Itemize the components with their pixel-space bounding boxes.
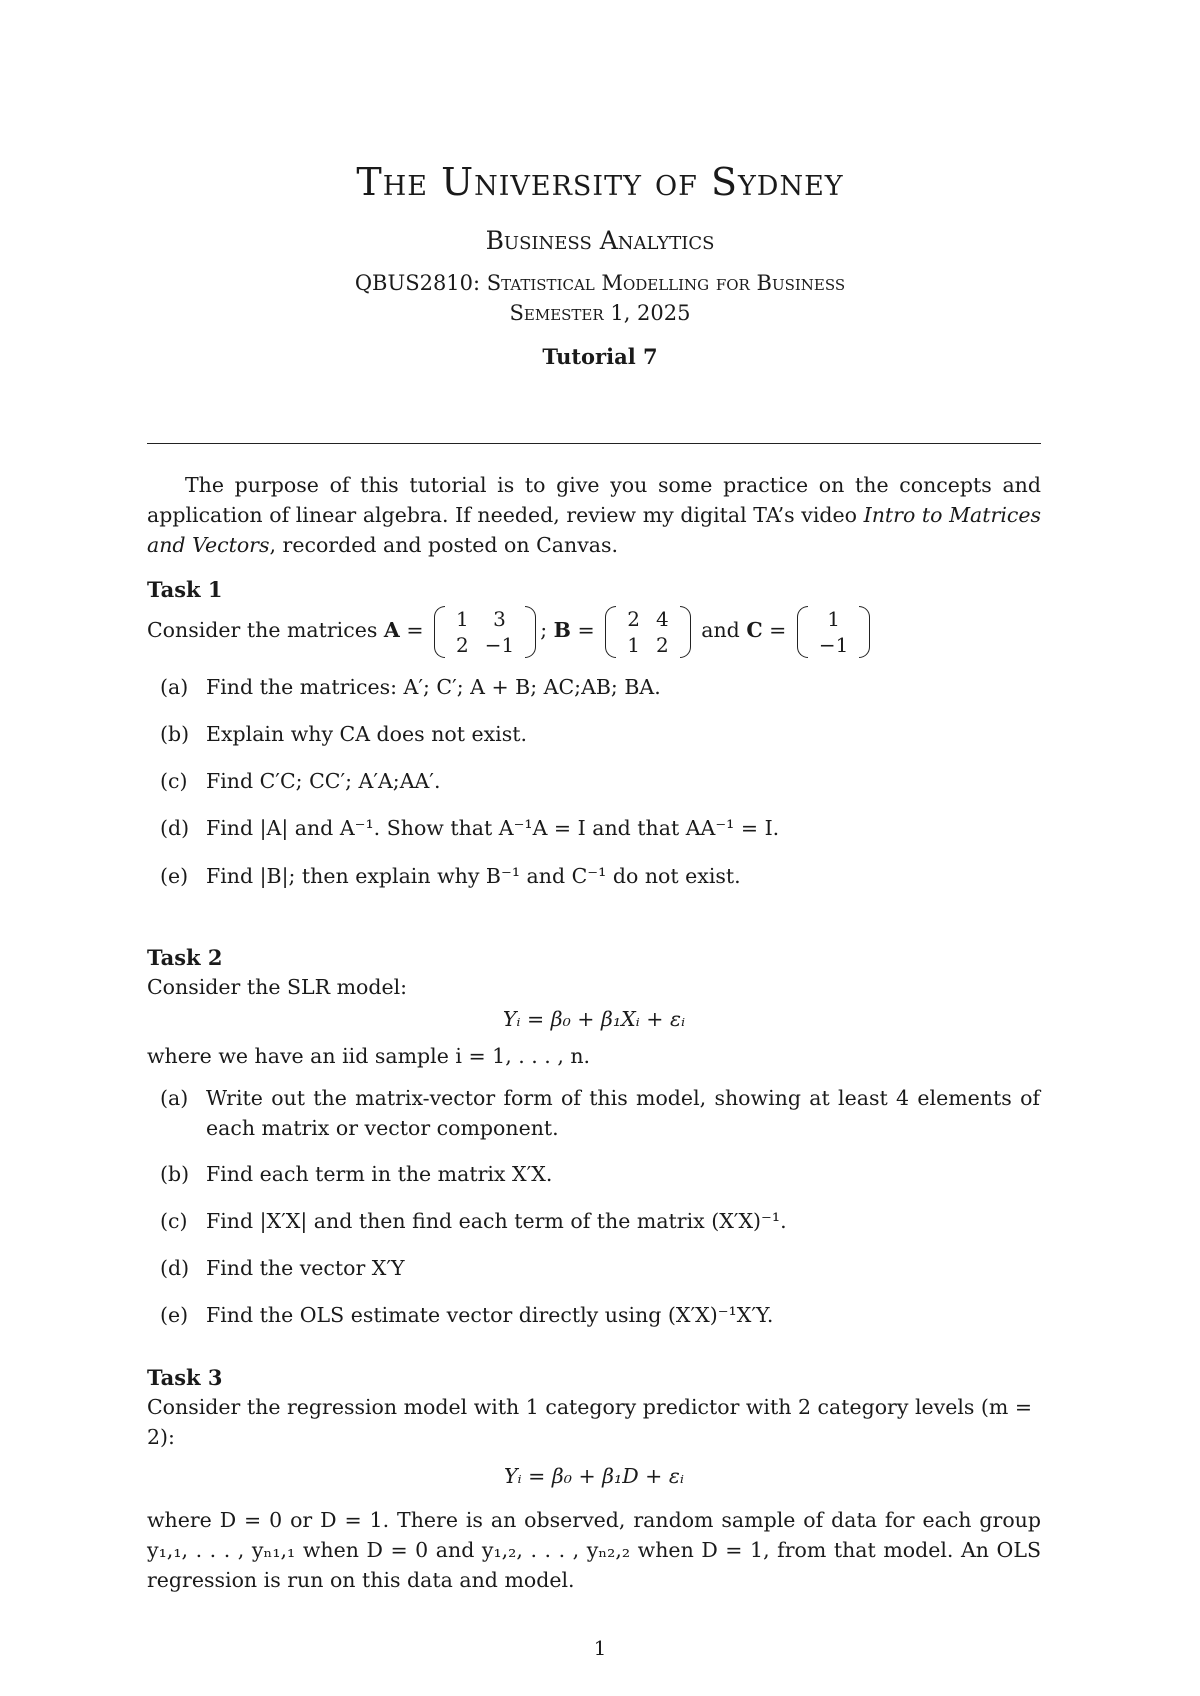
matrix-b-cell: 4 xyxy=(655,606,669,631)
list-item: (e) Find the OLS estimate vector directly using (X′X)⁻¹X′Y. xyxy=(160,1303,774,1327)
task3-lead: Consider the regression model with 1 category predictor with 2 category levels (m = 2): xyxy=(147,1395,1033,1449)
task2-after: where we have an iid sample i = 1, . . . , n. xyxy=(147,1044,591,1068)
list-item: (c) Find |X′X| and then find each term of the matrix (X′X)⁻¹. xyxy=(160,1209,787,1233)
matrix-a-cell: 1 xyxy=(456,606,469,631)
task2-heading: Task 2 xyxy=(147,945,223,970)
list-item: (e) Find |B|; then explain why B⁻¹ and C⁻¹ do not exist. xyxy=(160,864,741,888)
matrix-c xyxy=(797,606,870,658)
video-title: Intro to Matrices and Vectors xyxy=(147,503,1042,557)
matrix-a xyxy=(434,606,536,658)
task1-matrices: Consider the matrices A = 1 3 2 −1 ; B = 2 4 1 2 and C = 1 −1 xyxy=(147,598,1041,662)
matrix-a-cell: 3 xyxy=(493,606,506,631)
divider xyxy=(147,443,1041,444)
intro-paragraph xyxy=(147,470,1041,560)
list-item: (b) Find each term in the matrix X′X. xyxy=(160,1162,553,1186)
matrix-b xyxy=(605,606,690,658)
list-item: (d) Find |A| and A⁻¹. Show that A⁻¹A = I and that AA⁻¹ = I. xyxy=(160,816,780,840)
and-word: and xyxy=(701,618,740,642)
task2-equation: Yᵢ = β₀ + β₁Xᵢ + εᵢ xyxy=(502,1007,686,1031)
task2-lead: Consider the SLR model: xyxy=(147,975,408,999)
tutorial-title: Tutorial 7 xyxy=(542,344,658,369)
matrix-a-cell: 2 xyxy=(456,632,469,657)
task1-lead: Consider the matrices xyxy=(147,618,378,642)
list-item: (a) Find the matrices: A′; C′; A + B; AC;AB; BA. xyxy=(160,675,661,699)
matrix-a-cell: −1 xyxy=(484,632,515,657)
semester: Semester 1, 2025 xyxy=(509,301,691,325)
matrix-b-cell: 2 xyxy=(627,606,640,631)
matrix-b-cell: 2 xyxy=(655,632,669,657)
page-number: 1 xyxy=(593,1636,607,1660)
intro-text-end: , recorded and posted on Canvas. xyxy=(269,533,619,557)
task3-heading: Task 3 xyxy=(147,1365,223,1390)
intro-text: The purpose of this tutorial is to give you some practice on the concepts and application of linear algebra. If needed, review my digital TA’s video xyxy=(147,473,1041,527)
task3-after: where D = 0 or D = 1. There is an observed, random sample of data for each group y₁,₁, . . . , yₙ₁,₁ when D = 0 and y₁,₂, . . . , yₙ₂,₂ when D = 1, from that model. An OLS regression is run on this data and model. xyxy=(147,1508,1041,1592)
matrix-c-cell: 1 xyxy=(827,606,840,631)
matrix-b-cell: 1 xyxy=(627,632,640,657)
course-name: QBUS2810: Statistical Modelling for Business xyxy=(354,271,846,295)
list-item: (c) Find C′C; CC′; A′A;AA′. xyxy=(160,769,441,793)
list-item: (a) Write out the matrix-vector form of this model, showing at least 4 elements of each matrix or vector component. xyxy=(160,1086,1040,1140)
school-name: Business Analytics xyxy=(485,226,715,255)
task1-heading: Task 1 xyxy=(147,577,223,602)
matrix-c-cell: −1 xyxy=(818,632,849,657)
task3-equation: Yᵢ = β₀ + β₁D + εᵢ xyxy=(504,1464,684,1488)
list-item: (b) Explain why CA does not exist. xyxy=(160,722,528,746)
list-item: (d) Find the vector X′Y xyxy=(160,1256,405,1280)
university-title: The University of Sydney xyxy=(356,160,844,204)
